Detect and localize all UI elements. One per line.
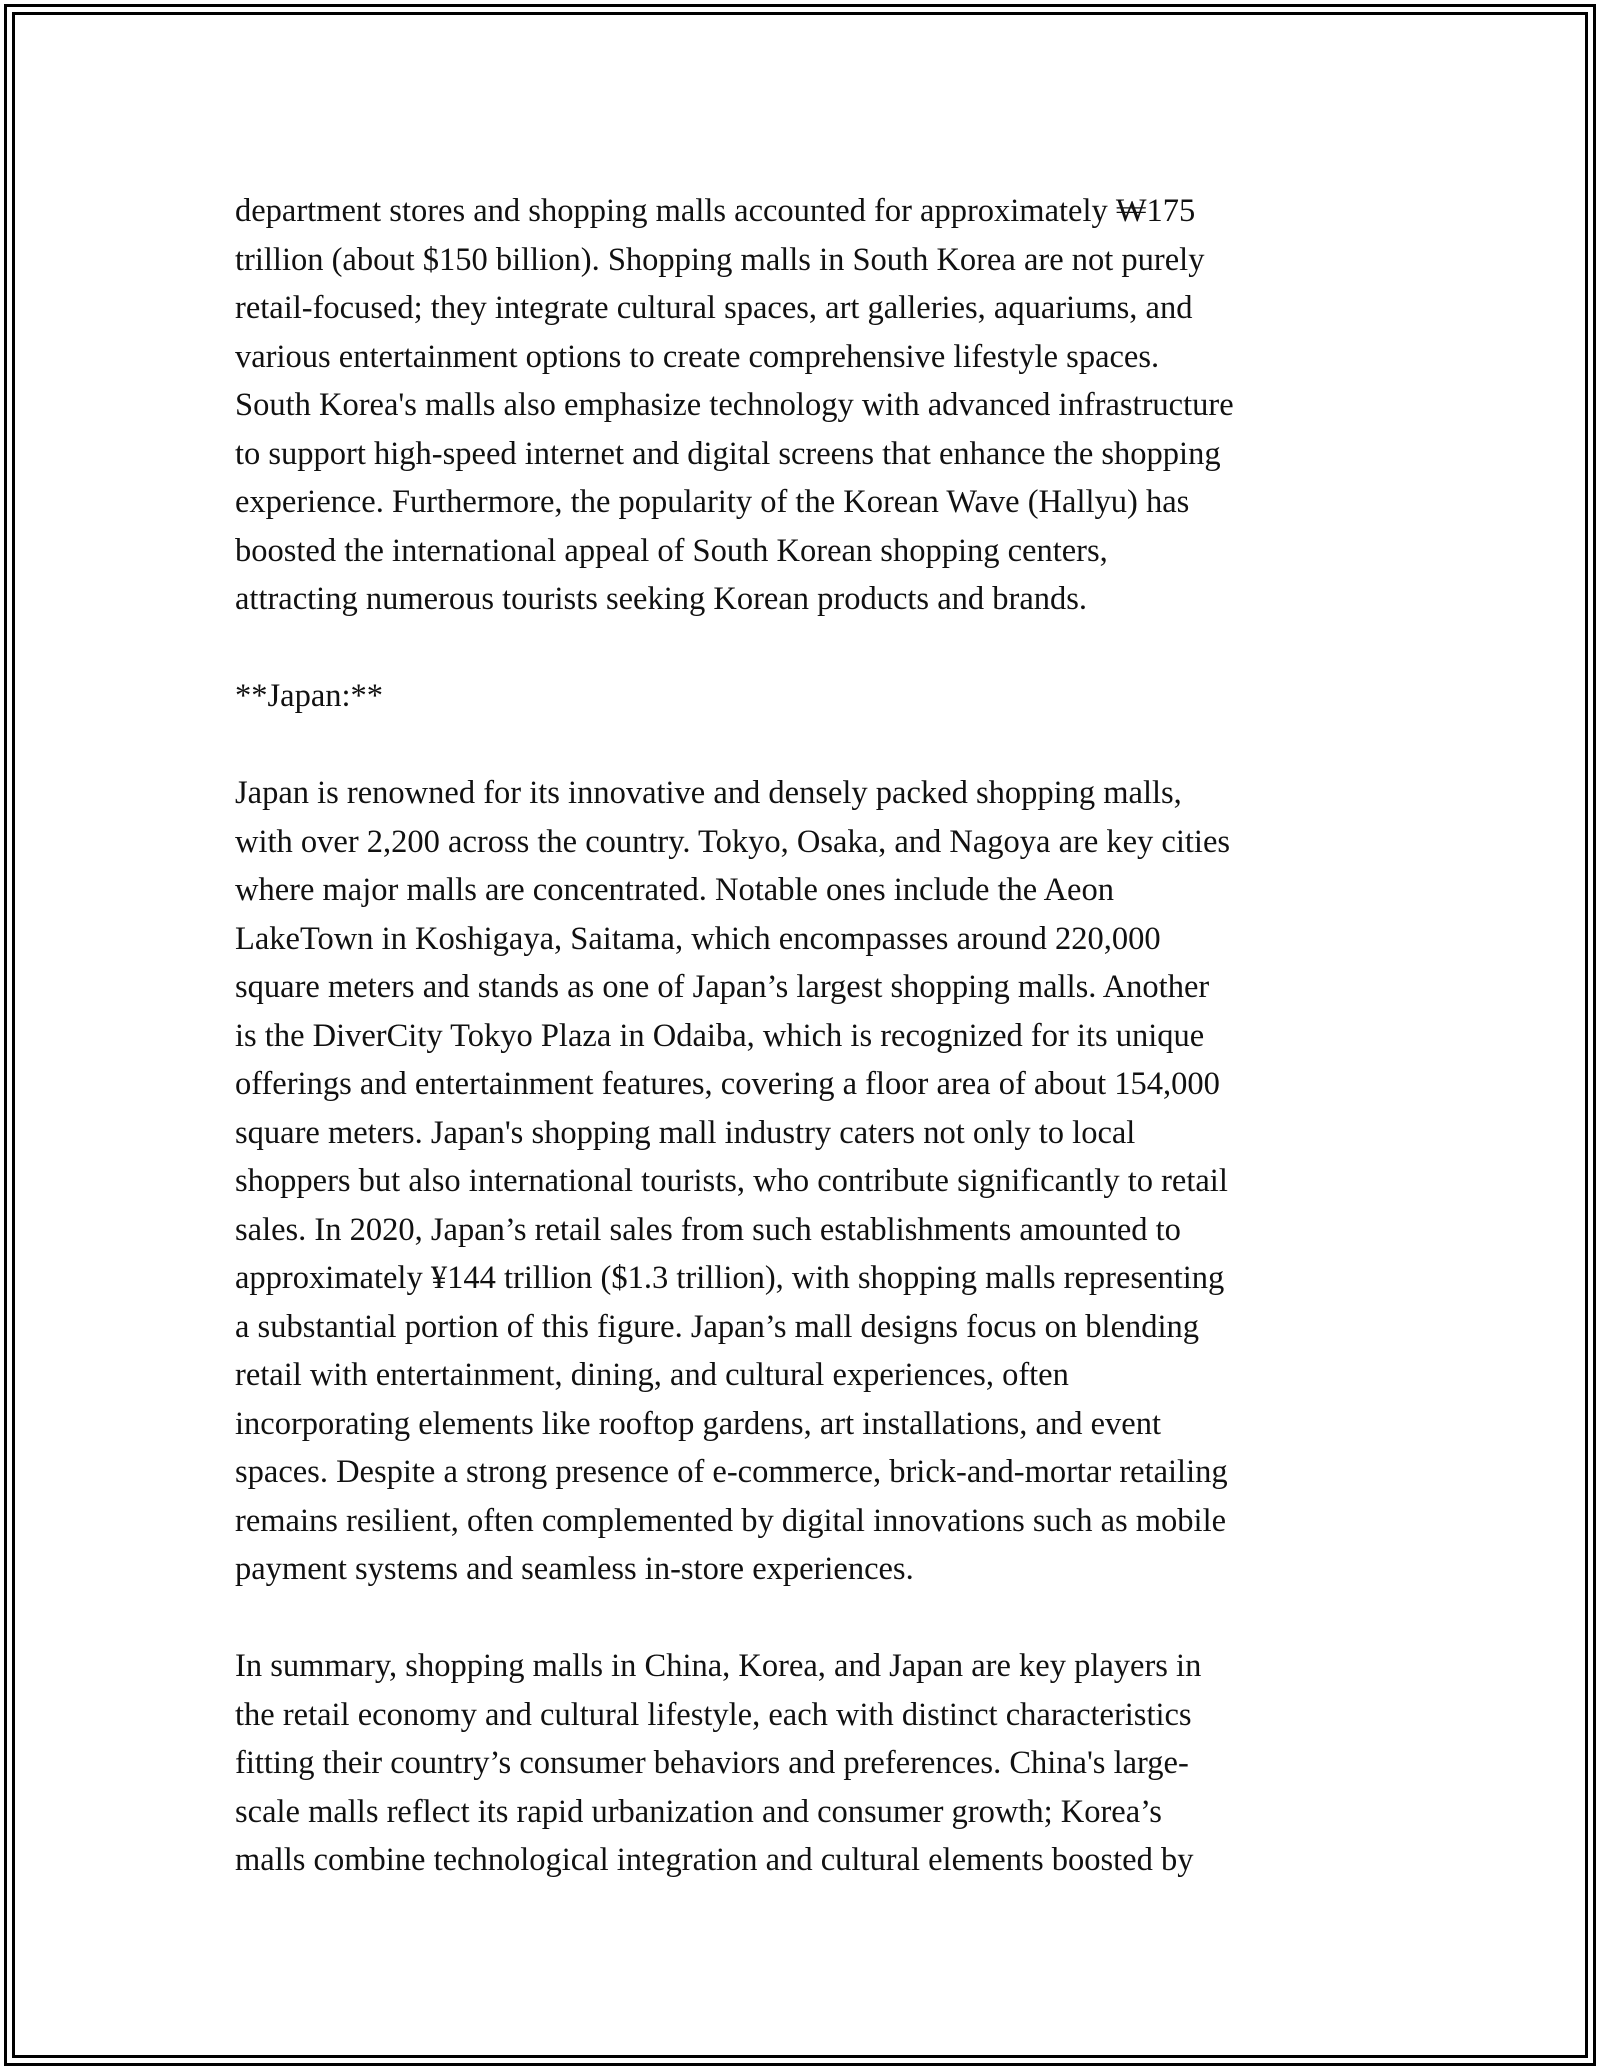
text-line: is the DiverCity Tokyo Plaza in Odaiba, which is recognized for its unique [235, 1017, 1205, 1054]
paragraph-summary [235, 1642, 1370, 1885]
text-line: retail-focused; they integrate cultural spaces, art galleries, aquariums, and [235, 290, 1193, 326]
paragraph-korea-malls [235, 187, 1370, 624]
text-line: spaces. Despite a strong presence of e-commerce, brick-and-mortar retailing [235, 1454, 1228, 1490]
text-line: remains resilient, often complemented by digital innovations such as mobile [235, 1502, 1227, 1539]
text-line: sales. In 2020, Japan’s retail sales from such establishments amounted to [235, 1211, 1181, 1248]
text-line: square meters. Japan's shopping mall industry caters not only to local [235, 1114, 1136, 1151]
paragraph-japan-malls [235, 769, 1370, 1594]
text-line: to support high-speed internet and digital screens that enhance the shopping [235, 435, 1221, 472]
text-line: experience. Furthermore, the popularity of the Korean Wave (Hallyu) has [235, 484, 1190, 520]
text-line: approximately ¥144 trillion ($1.3 trillion), with shopping malls representing [235, 1260, 1225, 1296]
text-line: South Korea's malls also emphasize technology with advanced infrastructure [235, 387, 1234, 423]
text-line: Japan is renowned for its innovative and densely packed shopping malls, [235, 775, 1182, 811]
text-line: shoppers but also international tourists, who contribute significantly to retail [235, 1163, 1228, 1199]
text-line: trillion (about $150 billion). Shopping malls in South Korea are not purely [235, 241, 1205, 278]
text-line: In summary, shopping malls in China, Korea, and Japan are key players in [235, 1648, 1202, 1684]
document-body [235, 187, 1370, 1933]
text-line: a substantial portion of this figure. Japan’s mall designs focus on blending [235, 1308, 1200, 1345]
text-line: payment systems and seamless in-store experiences. [235, 1551, 914, 1587]
text-line: retail with entertainment, dining, and cultural experiences, often [235, 1357, 1069, 1393]
text-line: department stores and shopping malls accounted for approximately ₩175 [235, 193, 1196, 229]
text-line: the retail economy and cultural lifestyle, each with distinct characteristics [235, 1696, 1192, 1733]
text-line: attracting numerous tourists seeking Korean products and brands. [235, 581, 1088, 617]
text-line: boosted the international appeal of South Korean shopping centers, [235, 532, 1108, 569]
text-line: with over 2,200 across the country. Tokyo, Osaka, and Nagoya are key cities [235, 823, 1231, 860]
text-line: offerings and entertainment features, covering a floor area of about 154,000 [235, 1066, 1220, 1102]
text-line: LakeTown in Koshigaya, Saitama, which encompasses around 220,000 [235, 920, 1161, 957]
text-line: incorporating elements like rooftop gardens, art installations, and event [235, 1405, 1161, 1442]
text-line: square meters and stands as one of Japan’s largest shopping malls. Another [235, 969, 1210, 1005]
heading-text: **Japan:** [235, 678, 384, 714]
text-line: various entertainment options to create comprehensive lifestyle spaces. [235, 338, 1160, 375]
text-line: where major malls are concentrated. Notable ones include the Aeon [235, 872, 1114, 908]
text-line: malls combine technological integration and cultural elements boosted by [235, 1842, 1194, 1878]
text-line: fitting their country’s consumer behaviors and preferences. China's large- [235, 1745, 1189, 1781]
section-heading-japan [235, 672, 1370, 721]
text-line: scale malls reflect its rapid urbanization and consumer growth; Korea’s [235, 1793, 1162, 1830]
